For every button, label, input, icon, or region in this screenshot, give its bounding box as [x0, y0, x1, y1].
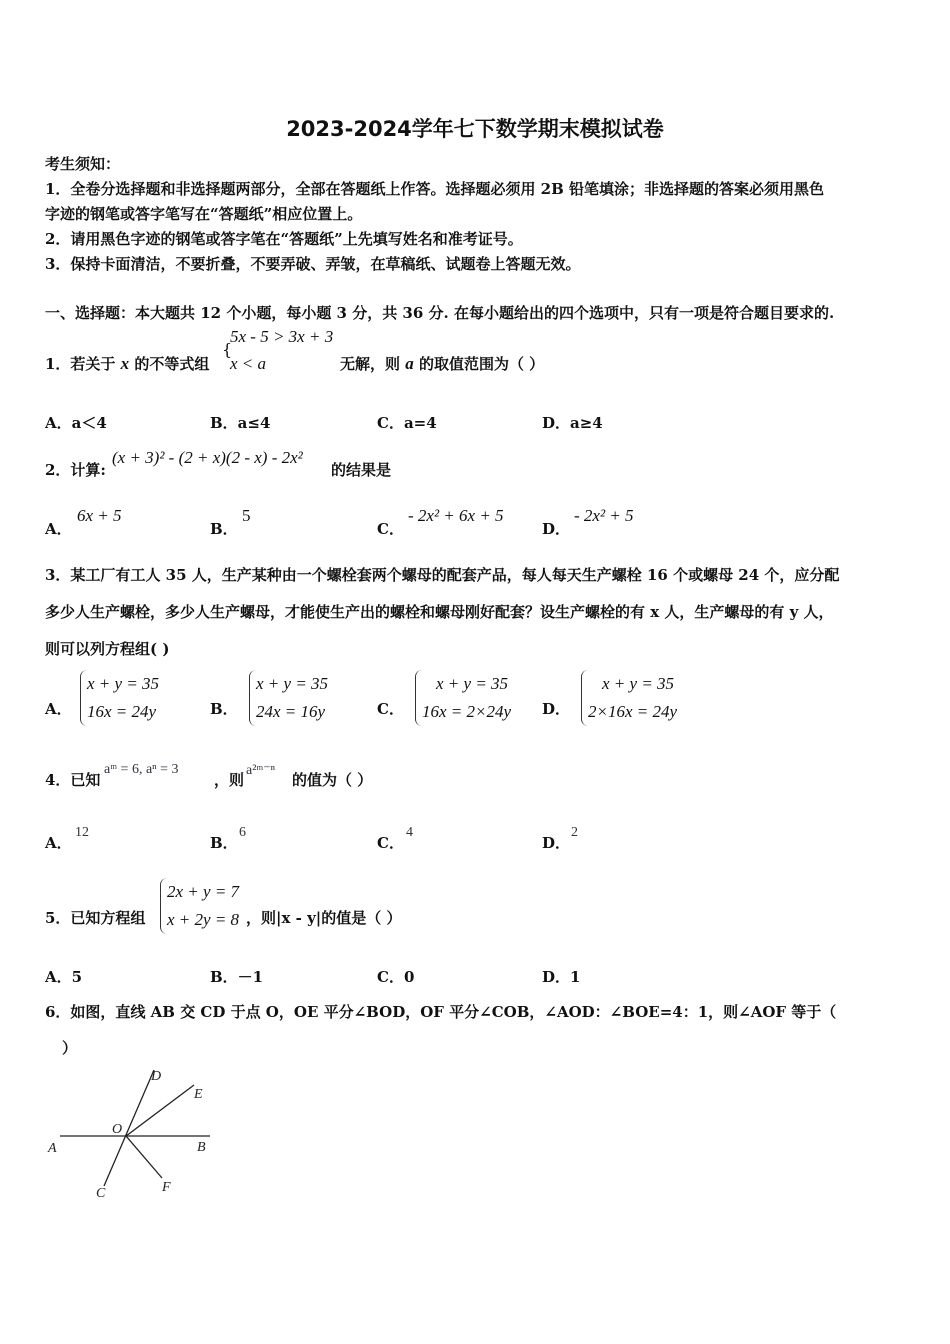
q1-ineq-1: 5x - 5 > 3x + 3 [230, 327, 334, 346]
q4-stem: 4．已知 [45, 771, 101, 789]
notice-heading: 考生须知： [45, 155, 121, 173]
q5-option-d[interactable]: D．1 [542, 968, 581, 986]
q2-label-d: D． [542, 520, 571, 538]
q1-stem: 1．若关于 x 的不等式组 [45, 354, 210, 373]
q3-line-3: 则可以列方程组( ) [45, 640, 170, 658]
q2-label-c: C． [377, 520, 404, 538]
label-d: D [151, 1069, 162, 1084]
q3-option-b[interactable]: x + y = 35 24x = 16y [249, 670, 328, 726]
q5-stem-end: ，则|x - y|的值是（ ） [246, 909, 402, 927]
page-title: 2023-2024学年七下数学期末模拟试卷 [286, 117, 664, 141]
q1-brace: { [222, 340, 233, 359]
q4-given: aᵐ = 6, aⁿ = 3 [104, 762, 179, 777]
section-heading: 一、选择题：本大题共 12 个小题，每小题 3 分，共 36 分. 在每小题给出的四个选项中，只有一项是符合题目要求的. [45, 304, 835, 322]
label-c: C [96, 1186, 106, 1201]
q6-figure [40, 1060, 230, 1205]
q5-option-a[interactable]: A．5 [45, 968, 83, 986]
q3-label-c: C． [377, 700, 404, 718]
ray-of [126, 1136, 162, 1178]
q4-label-a: A． [45, 834, 72, 852]
q2-option-d[interactable]: - 2x² + 5 [574, 506, 634, 525]
q2-stem-end: 的结果是 [331, 461, 392, 479]
q4-target: a²ᵐ⁻ⁿ [246, 763, 276, 778]
q2-option-a[interactable]: 6x + 5 [77, 506, 122, 525]
label-b: B [197, 1140, 206, 1155]
q3-line-1: 3．某工厂有工人 35 人，生产某种由一个螺栓套两个螺母的配套产品，每人每天生产螺栓 16 个或螺母 24 个，应分配 [45, 566, 840, 584]
q5-stem: 5．已知方程组 [45, 909, 146, 927]
q1-option-c[interactable]: C．a=4 [377, 414, 437, 432]
notice-line-1a: 1．全卷分选择题和非选择题两部分，全部在答题纸上作答。选择题必须用 2B 铅笔填涂；非选择题的答案必须用黑色 [45, 180, 825, 198]
q1-option-d[interactable]: D．a≥4 [542, 414, 603, 432]
q5-option-c[interactable]: C．0 [377, 968, 415, 986]
label-f: F [162, 1180, 171, 1195]
q5-option-b[interactable]: B．－1 [210, 968, 264, 986]
q1-option-a[interactable]: A．a＜4 [45, 414, 107, 432]
q2-label-a: A． [45, 520, 72, 538]
q4-stem-end: 的值为（ ） [292, 771, 373, 789]
q2-option-b[interactable]: 5 [242, 506, 251, 525]
label-a: A [48, 1141, 57, 1156]
q4-label-d: D． [542, 834, 571, 852]
q3-option-d[interactable]: x + y = 35 2×16x = 24y [581, 670, 677, 726]
q5-system: 2x + y = 7 x + 2y = 8 [160, 878, 239, 934]
q4-stem-mid: ，则 [214, 771, 245, 789]
q3-option-c[interactable]: x + y = 35 16x = 2×24y [415, 670, 511, 726]
q2-label-b: B． [210, 520, 238, 538]
q1-stem-end: 无解，则 a 的取值范围为（ ） [340, 354, 545, 373]
notice-line-3: 3．保持卡面清洁，不要折叠，不要弄破、弄皱，在草稿纸、试题卷上答题无效。 [45, 255, 581, 273]
q4-label-b: B． [210, 834, 238, 852]
q3-label-b: B． [210, 700, 238, 718]
q3-label-d: D． [542, 700, 571, 718]
q4-option-c[interactable]: 4 [406, 825, 413, 840]
q4-option-b[interactable]: 6 [239, 825, 246, 840]
q3-line-2: 多少人生产螺栓，多少人生产螺母，才能使生产出的螺栓和螺母刚好配套？设生产螺栓的有 x 人，生产螺母的有 y 人， [45, 603, 834, 621]
notice-line-1b: 字迹的钢笔或答字笔写在“答题纸”相应位置上。 [45, 205, 363, 223]
q2-stem: 2．计算: [45, 461, 106, 479]
q1-option-b[interactable]: B．a≤4 [210, 414, 271, 432]
q1-ineq-2: x < a [230, 354, 267, 373]
q4-option-a[interactable]: 12 [75, 825, 89, 840]
label-o: O [112, 1122, 123, 1137]
label-e: E [194, 1087, 203, 1102]
q3-label-a: A． [45, 700, 72, 718]
q2-expression: (x + 3)² - (2 + x)(2 - x) - 2x² [112, 448, 303, 467]
q6-line-2: ） [62, 1039, 78, 1057]
q4-label-c: C． [377, 834, 404, 852]
q2-option-c[interactable]: - 2x² + 6x + 5 [408, 506, 504, 525]
notice-line-2: 2．请用黑色字迹的钢笔或答字笔在“答题纸”上先填写姓名和准考证号。 [45, 230, 523, 248]
q3-option-a[interactable]: x + y = 35 16x = 24y [80, 670, 159, 726]
q6-line-1: 6．如图，直线 AB 交 CD 于点 O，OE 平分∠BOD，OF 平分∠COB，∠AOD：∠BOE=4：1，则∠AOF 等于（ [45, 1003, 837, 1021]
q4-option-d[interactable]: 2 [571, 825, 578, 840]
